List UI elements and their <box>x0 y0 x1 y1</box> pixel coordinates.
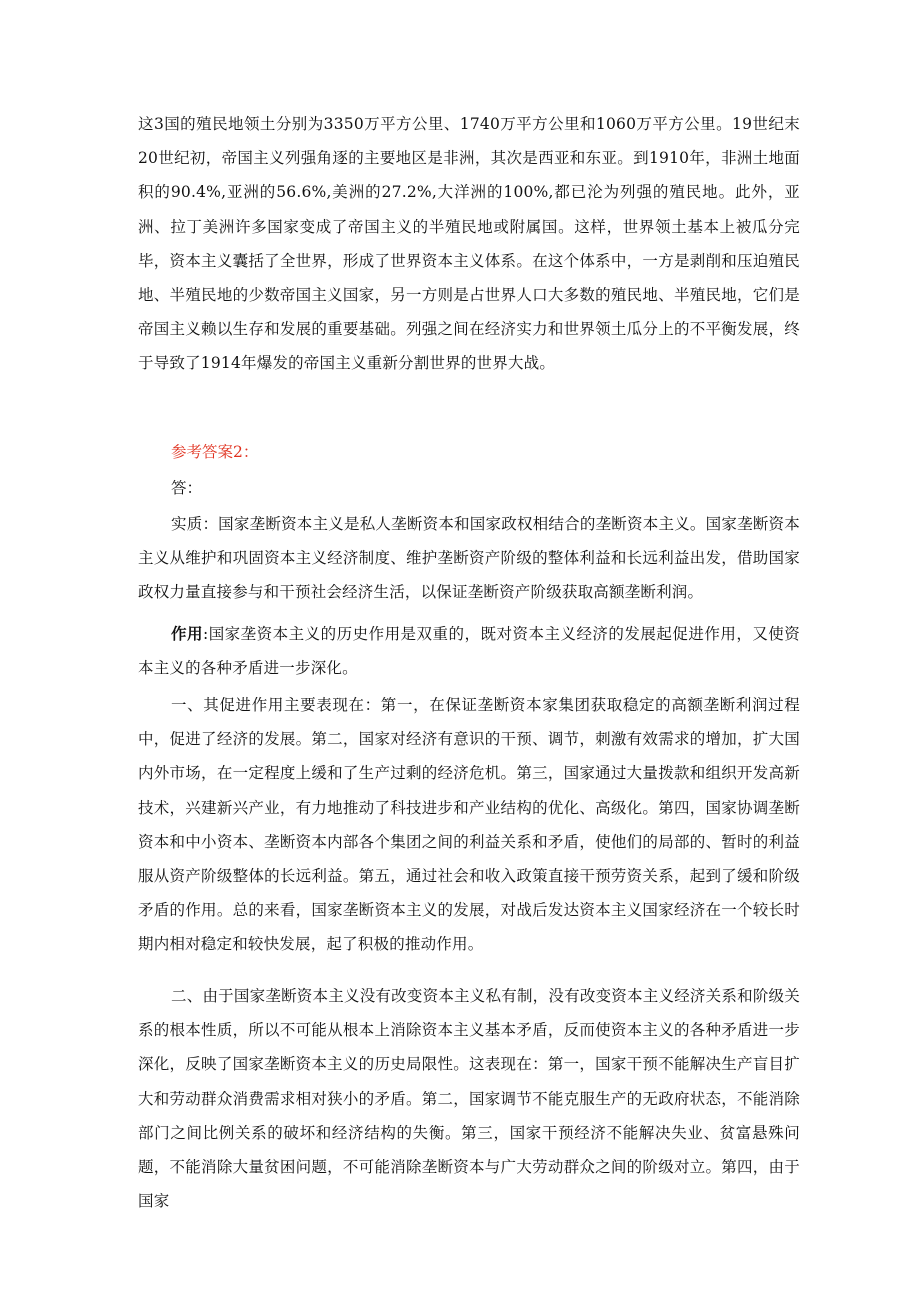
role-label: 作用 <box>171 625 203 643</box>
role-text: :国家垄资本主义的历史作用是双重的，既对资本主义经济的发展起促进作用，又使资本主义的各种矛盾进一步深化。 <box>138 625 800 678</box>
answer-heading: 参考答案2： <box>171 443 259 461</box>
paragraph-essence: 实质：国家垄断资本主义是私人垄断资本和国家政权相结合的垄断资本主义。国家垄断资本主义从维护和巩固资本主义经济制度、维护垄断资产阶级的整体利益和长远利益出发，借助国家政权力量直接参与和干预社会经济生活，以保证垄断资产阶级获取高额垄断利润。 <box>138 515 800 602</box>
paragraph-intro: 这3国的殖民地领土分别为3350万平方公里、1740万平方公里和1060万平方公里。19世纪末20世纪初，帝国主义列强角逐的主要地区是非洲，其次是西亚和东亚。到1910年，非洲土地面积的90.4%,亚洲的56.6%,美洲的27.2%,大洋洲的100%,都已沦为列强的殖民地。此外，亚洲、拉丁美洲许多国家变成了帝国主义的半殖民地或附属国。这样，世界领土基本上被瓜分完毕，资本主义囊括了全世界，形成了世界资本主义体系。在这个体系中，一方是剥削和压迫殖民地、半殖民地的少数帝国主义国家，另一方则是占世界人口大多数的殖民地、半殖民地，它们是帝国主义赖以生存和发展的重要基础。列强之间在经济实力和世界领土瓜分上的不平衡发展，终于导致了1914年爆发的帝国主义重新分割世界的世界大战。 <box>138 115 800 373</box>
paragraph-promotion: 一、其促进作用主要表现在：第一，在保证垄断资本家集团获取稳定的高额垄断利润过程中，促进了经济的发展。第二，国家对经济有意识的干预、调节，刺激有效需求的增加，扩大国内外市场，在一定程度上缓和了生产过剩的经济危机。第三，国家通过大量拨款和组织开发高新技术，兴建新兴产业，有力地推动了科技进步和产业结构的优化、高级化。第四，国家协调垄断资本和中小资本、垄断资本内部各个集团之间的利益关系和矛盾，使他们的局部的、暂时的利益服从资产阶级整体的长远利益。第五，通过社会和收入政策直接干预劳资关系，起到了缓和阶级矛盾的作用。总的来看，国家垄断资本主义的发展，对战后发达资本主义国家经济在一个较长时期内相对稳定和较快发展，起了积极的推动作用。 <box>138 696 800 954</box>
paragraph-role <box>138 617 800 685</box>
paragraph-limitation: 二、由于国家垄断资本主义没有改变资本主义私有制，没有改变资本主义经济关系和阶级关系的根本性质，所以不可能从根本上消除资本主义基本矛盾，反而使资本主义的各种矛盾进一步深化，反映了国家垄断资本主义的历史局限性。这表现在：第一，国家干预不能解决生产盲目扩大和劳动群众消费需求相对狭小的矛盾。第二，国家调节不能克服生产的无政府状态，不能消除部门之间比例关系的破坏和经济结构的失衡。第三，国家干预经济不能解决失业、贫富悬殊问题，不能消除大量贫困问题，不可能消除垄断资本与广大劳动群众之间的阶级对立。第四，由于国家 <box>138 987 800 1211</box>
answer-label: 答： <box>171 479 203 497</box>
